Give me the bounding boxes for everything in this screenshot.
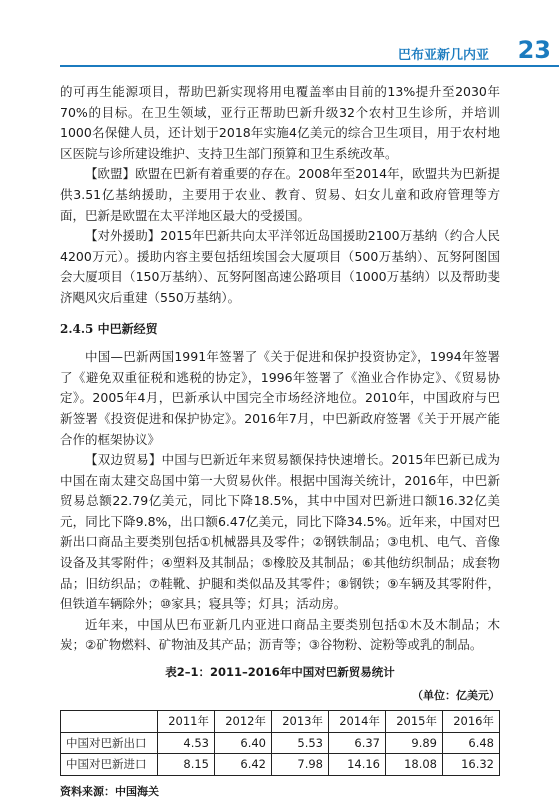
section-heading: 2.4.5 中巴新经贸 xyxy=(60,321,158,336)
table-row xyxy=(61,754,500,776)
header-title: 巴布亚新几内亚 xyxy=(397,48,489,63)
paragraph: 近年来，中国从巴布亚新几内亚进口商品主要类别包括①木及木制品；木炭；②矿物燃料、矿物油及其产品；沥青等；③谷物粉、淀粉等或乳的制品。 xyxy=(60,616,500,653)
year-header: 2016年 xyxy=(443,711,500,733)
table-cell: 6.40 xyxy=(215,732,272,754)
paragraph: 的可再生能源项目，帮助巴新实现将用电覆盖率由目前的13%提升至2030年70%的目标。在卫生领域，亚行正帮助巴新升级32个农村卫生诊所，并培训1000名保健人员，还计划于2018年实施4亿美元的综合卫生项目，用于农村地区医院与诊所建设维护、支持卫生部门预算和卫生系统改革。 xyxy=(60,84,500,161)
table-corner-cell xyxy=(61,711,158,733)
page-number: 23 xyxy=(517,36,551,64)
table-cell: 4.53 xyxy=(158,732,215,754)
table-cell: 6.48 xyxy=(443,732,500,754)
year-header: 2014年 xyxy=(329,711,386,733)
paragraph: 【欧盟】欧盟在巴新有着重要的存在。2008年至2014年，欧盟共为巴新提供3.51亿基纳援助，主要用于农业、教育、贸易、妇女儿童和政府管理等方面，巴新是欧盟在太平洋地区最大的受援国。 xyxy=(60,166,500,223)
table-cell: 16.32 xyxy=(443,754,500,776)
table-cell: 6.37 xyxy=(329,732,386,754)
page-body xyxy=(60,82,500,803)
trade-table xyxy=(60,710,500,776)
table-cell: 18.08 xyxy=(386,754,443,776)
table-unit: （单位：亿美元） xyxy=(412,688,500,702)
paragraph: 【对外援助】2015年巴新共向太平洋邻近岛国援助2100万基纳（约合人民4200万元）。援助内容主要包括纽埃国会大厦项目（500万基纳）、瓦努阿图国会大厦项目（150万基纳）、瓦努阿图高速公路项目（1000万基纳）以及帮助斐济飓风灾后重建（550万基纳）。 xyxy=(60,228,500,305)
paragraph: 中国—巴新两国1991年签署了《关于促进和保护投资协定》，1994年签署了《避免双重征税和逃税的协定》，1996年签署了《渔业合作协定》、《贸易协定》。2005年4月，巴新承认中国完全市场经济地位。2010年，中国政府与巴新签署《投资促进和保护协定》。2016年7月，中巴新政府签署《关于开展产能合作的框架协议》 xyxy=(60,349,500,447)
table-caption: 表2–1：2011–2016年中国对巴新贸易统计 xyxy=(165,665,395,680)
table-cell: 5.53 xyxy=(272,732,329,754)
table-header-row xyxy=(61,711,500,733)
table-cell: 14.16 xyxy=(329,754,386,776)
table-cell: 9.89 xyxy=(386,732,443,754)
table-cell: 8.15 xyxy=(158,754,215,776)
table-source: 资料来源：中国海关 xyxy=(60,785,159,798)
table-cell: 6.42 xyxy=(215,754,272,776)
year-header: 2012年 xyxy=(215,711,272,733)
year-header: 2013年 xyxy=(272,711,329,733)
year-header: 2015年 xyxy=(386,711,443,733)
paragraph: 【双边贸易】中国与巴新近年来贸易额保持快速增长。2015年巴新已成为中国在南太建交岛国中第一大贸易伙伴。根据中国海关统计，2016年，中巴新贸易总额22.79亿美元，同比下降18.5%，其中中国对巴新进口额16.32亿美元，同比下降9.8%，出口额6.47亿美元，同比下降34.5%。近年来，中国对巴新出口商品主要类别包括①机械器具及零件；②钢铁制品；③电机、电气、音像设备及其零附件；④塑料及其制品；⑤橡胶及其制品；⑥其他纺织制品；成套物品；旧纺织品；⑦鞋靴、护腿和类似品及其零件；⑧钢铁；⑨车辆及其零附件，但铁道车辆除外；⑩家具；寝具等；灯具；活动房。 xyxy=(60,452,500,612)
table-cell: 7.98 xyxy=(272,754,329,776)
table-row xyxy=(61,732,500,754)
row-label: 中国对巴新出口 xyxy=(61,732,158,754)
year-header: 2011年 xyxy=(158,711,215,733)
header-rule xyxy=(60,65,559,67)
row-label: 中国对巴新进口 xyxy=(61,754,158,776)
